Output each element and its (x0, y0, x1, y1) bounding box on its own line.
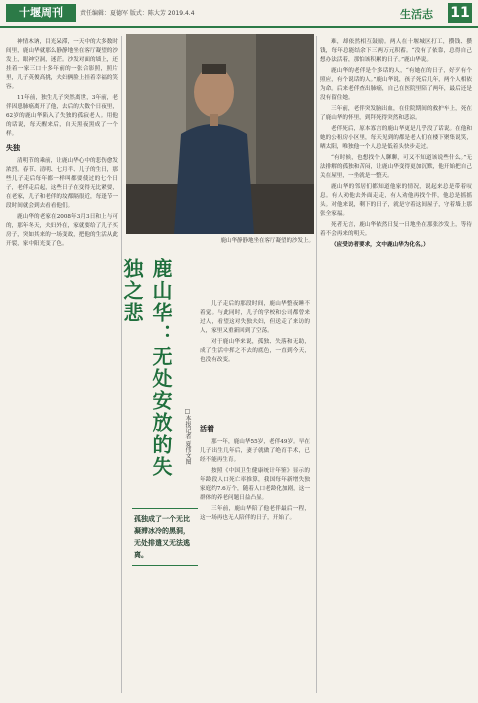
paragraph: 老伴死后，原本寡言的鹿山华更是几乎没了话说。在他和她的公租房小区里，每天见到的都是老人们在楼下聚集说笑，晒太阳，唯独他一个人总是低着头快步走过。 (320, 126, 472, 150)
column-divider (121, 36, 122, 693)
page-header (0, 0, 478, 28)
article-column-2a (200, 300, 310, 420)
section-title: 生活志 (400, 8, 433, 21)
article-byline: □本报记者 夏伟文图 (184, 408, 191, 465)
subhead: 失独 (6, 144, 20, 152)
paragraph: 死者无言，鹿山华依然日复一日地坐在那张沙发上，等待着不会再来的明天。 (320, 222, 472, 237)
paragraph: 三年前，鹿山华陪了他老伴最后一程，这一场再也无人陪伴的日子，开始了。 (200, 506, 310, 521)
paragraph: 儿子走后的那段时间，鹿山华整夜睡不着觉。与此同时，儿子的学校和公司都曾来过人，看望这对失独夫妇，但送走了来访的人，家里又重新回到了空荡。 (200, 301, 310, 334)
paragraph: 那一年，鹿山华55岁，老伴49岁。早在儿子出生几年后，妻子就做了绝育手术，已经不能再生育。 (200, 439, 310, 463)
article-column-3 (320, 38, 472, 693)
paragraph: 清明节的乘前，让鹿山华心中的悲伤愈发浓烈。春节、清明、七月半、儿子的生日，那些儿子走后每年都一样叫都要使过的七个日子，老伴走后起，这些日子在变得无比紧要，在老家，儿子和老伴的坟都隔很近，每逢节一段时间就会到去看看他们。 (6, 158, 118, 209)
article-title: 鹿山华：无处安放的失独之悲 (120, 258, 173, 478)
article-column-2b (200, 420, 310, 695)
photo-caption: 鹿山华静静地坐在客厅凝望的沙发上。 (220, 238, 314, 244)
paragraph: 鹿山华的老伴是个多话的人，“有她在的日子，好歹有个照应，有个说话的人。”鹿山华说，孩子死后几年，两个人相依为命。后来老伴查出肺癌，自己在医院里陪了两年，最后还是没有留住她。 (320, 68, 472, 101)
paragraph: 神情木讷，目光呆滞，一天中的大多数时间里，鹿山华就那么静静地坐在客厅凝望的沙发上，眼神空洞，迷茫。沙发对面的墙上，还挂着一家三口十多年前的一张合影照，照片里，儿子英俊高挑，夫妇俩脸上挂着幸福的笑容。 (6, 39, 118, 90)
paragraph: 三年前，老伴突发脑出血，在住院期间的救护车上，死在了鹿山华的怀里，到拜死得突然和悲凉。 (320, 106, 472, 121)
paragraph: 鹿山华的邻居们都知道他家的情况，说起来总是带着叹息。有人劝他去外面走走，有人劝他再找个伴，他总是摇摇头。对他来说，剩下的日子，就是守着这间屋子，守着墙上那张全家福。 (320, 184, 472, 217)
column-divider (316, 36, 317, 693)
masthead: 十堰周刊 (6, 4, 76, 22)
page-number: 11 (448, 3, 472, 23)
paragraph: 按照《中国卫生健康统计年鉴》显示的年龄段人口死亡率推算，我国每年新增失独家庭约7.6万个，随着人口老龄化加剧，这一群体的养老问题日益凸显。 (200, 468, 310, 501)
article-column-1 (6, 38, 118, 693)
paragraph: 对于鹿山华来说，孤独、失落和无助，成了生活中挥之不去的底色，一直到今天，也没有改变。 (200, 339, 310, 363)
pull-quote: 孤独成了一个无比凝滞冰冷的黑洞，无处排遣又无法逃离。 (132, 508, 198, 566)
photo-illustration (126, 34, 314, 234)
paragraph: 11年前，独生儿子突然离世，3年前，老伴因患肺癌离开了他，去后的大数个日夜里，62岁的鹿山华陷入了失独的孤寂老人。用他的话说，每天醒来后，自天黑夜黑成了一个样。 (6, 95, 118, 137)
paragraph: 鹿山华的老家在2008年3月3日和上与可的，那年冬天，夫妇外在，家就要给了儿子买房子，突如其来的一场变故，把他的生活从此开裂，家中阳光变了色。 (6, 214, 118, 247)
paragraph: “有时候，也想找个人聊聊，可又不知道该说些什么。”无法排解的孤独和苦闷，让鹿山华变得更加沉默，他开始把自己关在屋里，一坐就是一整天。 (320, 155, 472, 179)
paragraph: 难，却依然相互鼓励。两人在十堰城区打工，攒钱、攒钱，每年总能结余下三两万元积蓄。“没有了依靠，总得自己想办法活着，那怕该积累的日子。”鹿山华说。 (320, 39, 472, 63)
endnote: （应受访者要求，文中鹿山华为化名。） (331, 242, 429, 248)
article-photo (126, 34, 314, 234)
editor-credits: 责任编辑：夏德军 版式：陈大芳 2019.4.4 (80, 10, 195, 17)
subhead: 活着 (200, 425, 214, 433)
